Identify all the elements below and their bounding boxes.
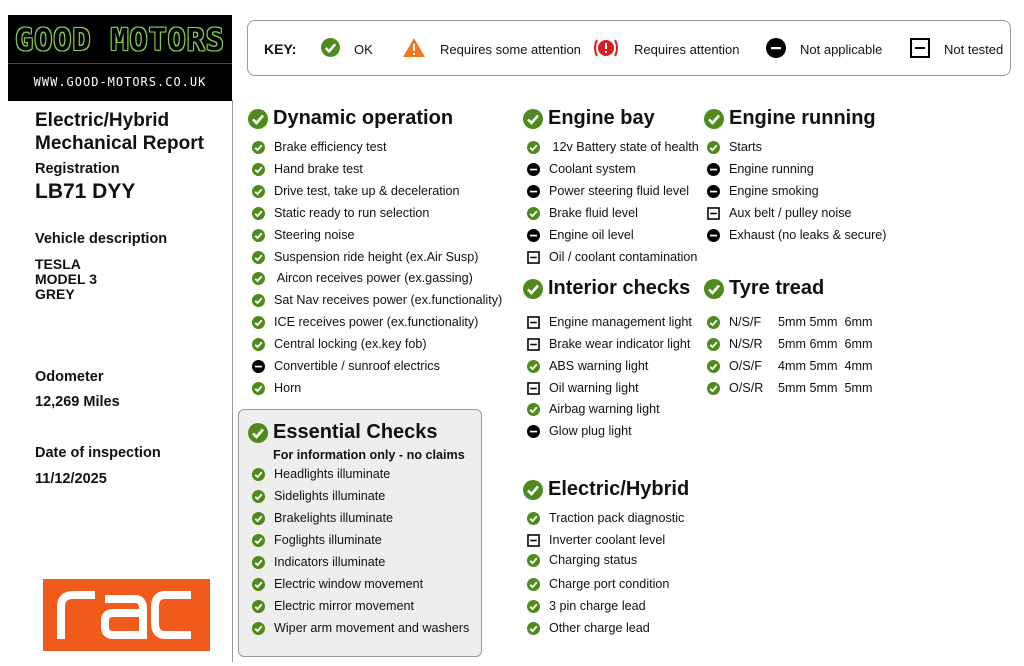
check-row: Indicators illuminate bbox=[252, 553, 385, 571]
minus-square-icon bbox=[527, 316, 540, 329]
check-icon bbox=[252, 490, 265, 503]
check-icon bbox=[527, 207, 540, 220]
check-row: Other charge lead bbox=[527, 619, 650, 637]
check-icon bbox=[252, 600, 265, 613]
check-icon bbox=[252, 141, 265, 154]
key-attention: Requires attention bbox=[592, 21, 740, 77]
section-header-interior: Interior checks bbox=[523, 277, 690, 300]
tyre-row: O/S/F bbox=[707, 357, 762, 375]
check-row: Power steering fluid level bbox=[527, 182, 689, 200]
vehicle-description: TESLA MODEL 3 GREY bbox=[35, 256, 97, 302]
check-row: ABS warning light bbox=[527, 357, 648, 375]
check-row: 12v Battery state of health bbox=[527, 138, 699, 156]
check-row: Suspension ride height (ex.Air Susp) bbox=[252, 248, 478, 266]
check-row: Convertible / sunroof electrics bbox=[252, 357, 440, 375]
check-icon bbox=[252, 229, 265, 242]
check-icon bbox=[707, 316, 720, 329]
minus-square-icon bbox=[527, 251, 540, 264]
tyre-depths: 5mm 5mm 6mm bbox=[778, 315, 873, 329]
check-row: Hand brake test bbox=[252, 160, 363, 178]
tyre-row: N/S/R bbox=[707, 335, 763, 353]
minus-circle-icon bbox=[707, 229, 720, 242]
section-header-tyre: Tyre tread bbox=[704, 277, 824, 300]
check-row: Traction pack diagnostic bbox=[527, 509, 684, 527]
check-row: Glow plug light bbox=[527, 422, 632, 440]
tyre-row: O/S/R bbox=[707, 379, 763, 397]
check-icon bbox=[707, 360, 720, 373]
check-row: Brake wear indicator light bbox=[527, 335, 690, 353]
minus-square-icon bbox=[527, 338, 540, 351]
key-not-tested: Not tested bbox=[910, 21, 1003, 77]
check-icon bbox=[252, 316, 265, 329]
registration-label: Registration bbox=[35, 161, 120, 177]
section-header-engine-bay: Engine bay bbox=[523, 107, 655, 130]
check-row: Starts bbox=[707, 138, 762, 156]
check-icon bbox=[252, 294, 265, 307]
minus-circle-icon bbox=[527, 163, 540, 176]
check-row: Central locking (ex.key fob) bbox=[252, 335, 427, 353]
section-header-engine-running: Engine running bbox=[704, 107, 876, 130]
check-icon bbox=[527, 512, 540, 525]
check-icon bbox=[252, 556, 265, 569]
check-icon bbox=[252, 163, 265, 176]
check-icon bbox=[523, 279, 543, 299]
check-row: Airbag warning light bbox=[527, 400, 660, 418]
minus-square-icon bbox=[527, 382, 540, 395]
check-row: Static ready to run selection bbox=[252, 204, 429, 222]
alert-icon bbox=[592, 37, 634, 62]
check-icon bbox=[704, 279, 724, 299]
check-icon bbox=[248, 423, 268, 443]
section-header-electric: Electric/Hybrid bbox=[523, 478, 689, 501]
check-icon bbox=[523, 109, 543, 129]
tyre-depths: 5mm 6mm 6mm bbox=[778, 337, 873, 351]
key-legend bbox=[247, 20, 1011, 76]
check-row: Sat Nav receives power (ex.functionality) bbox=[252, 291, 502, 309]
check-row: Steering noise bbox=[252, 226, 355, 244]
check-row: Inverter coolant level bbox=[527, 531, 665, 549]
vehicle-description-label: Vehicle description bbox=[35, 231, 168, 247]
check-row: Charge port condition bbox=[527, 575, 669, 593]
check-row: Sidelights illuminate bbox=[252, 487, 385, 505]
check-row: Coolant system bbox=[527, 160, 636, 178]
check-row: Engine oil level bbox=[527, 226, 634, 244]
check-row: Engine smoking bbox=[707, 182, 819, 200]
minus-square-icon bbox=[707, 207, 720, 220]
check-row: Brake fluid level bbox=[527, 204, 638, 222]
check-row: Oil warning light bbox=[527, 379, 639, 397]
section-header-dynamic: Dynamic operation bbox=[248, 107, 453, 130]
check-row: Engine management light bbox=[527, 313, 692, 331]
rac-logo bbox=[43, 579, 210, 651]
essential-subtitle: For information only - no claims bbox=[273, 448, 465, 462]
logo-url: WWW.GOOD-MOTORS.CO.UK bbox=[33, 75, 207, 89]
check-row: Exhaust (no leaks & secure) bbox=[707, 226, 887, 244]
check-row: Aircon receives power (ex.gassing) bbox=[252, 269, 473, 287]
section-header-essential: Essential Checks bbox=[248, 421, 438, 444]
odometer-value: 12,269 Miles bbox=[35, 394, 120, 410]
check-icon bbox=[252, 468, 265, 481]
check-icon bbox=[252, 272, 265, 285]
logo-name: GOOD MOTORS bbox=[15, 23, 225, 58]
check-icon bbox=[707, 141, 720, 154]
check-icon bbox=[252, 622, 265, 635]
check-icon bbox=[252, 534, 265, 547]
check-icon bbox=[527, 622, 540, 635]
check-row: Brakelights illuminate bbox=[252, 509, 393, 527]
report-title: Electric/Hybrid Mechanical Report bbox=[35, 110, 204, 154]
check-icon bbox=[527, 600, 540, 613]
date-value: 11/12/2025 bbox=[35, 471, 107, 487]
key-some-attention: Requires some attention bbox=[402, 21, 581, 77]
check-row: ICE receives power (ex.functionality) bbox=[252, 313, 478, 331]
minus-circle-icon bbox=[252, 360, 265, 373]
minus-square-icon bbox=[527, 534, 540, 547]
key-title: KEY: bbox=[264, 41, 297, 57]
key-not-applicable: Not applicable bbox=[766, 21, 882, 77]
check-row: Drive test, take up & deceleration bbox=[252, 182, 460, 200]
check-row: Brake efficiency test bbox=[252, 138, 386, 156]
check-row: Horn bbox=[252, 379, 301, 397]
check-row: Electric window movement bbox=[252, 575, 423, 593]
check-icon bbox=[707, 382, 720, 395]
minus-circle-icon bbox=[707, 185, 720, 198]
key-ok: OK bbox=[321, 21, 373, 77]
check-row: Wiper arm movement and washers bbox=[252, 619, 469, 637]
minus-circle-icon bbox=[707, 163, 720, 176]
check-icon bbox=[527, 578, 540, 591]
tyre-depths: 4mm 5mm 4mm bbox=[778, 359, 873, 373]
sidebar-divider bbox=[232, 100, 233, 662]
good-motors-logo bbox=[8, 15, 232, 101]
minus-circle-icon bbox=[527, 229, 540, 242]
odometer-label: Odometer bbox=[35, 369, 104, 385]
minus-square-icon bbox=[910, 38, 944, 61]
check-icon bbox=[527, 554, 540, 567]
check-icon bbox=[252, 251, 265, 264]
warning-triangle-icon bbox=[402, 37, 440, 61]
check-icon bbox=[523, 480, 543, 500]
check-row: Electric mirror movement bbox=[252, 597, 414, 615]
check-icon bbox=[252, 338, 265, 351]
check-row: Headlights illuminate bbox=[252, 465, 390, 483]
check-icon bbox=[527, 141, 540, 154]
check-icon bbox=[252, 512, 265, 525]
tyre-row: N/S/F bbox=[707, 313, 761, 331]
check-icon bbox=[704, 109, 724, 129]
check-row: Foglights illuminate bbox=[252, 531, 382, 549]
logo-divider bbox=[8, 63, 232, 64]
check-icon bbox=[252, 185, 265, 198]
minus-circle-icon bbox=[527, 185, 540, 198]
check-row: Charging status bbox=[527, 551, 637, 569]
check-icon bbox=[707, 338, 720, 351]
tyre-depths: 5mm 5mm 5mm bbox=[778, 381, 873, 395]
check-row: Aux belt / pulley noise bbox=[707, 204, 852, 222]
rac-logo-mark bbox=[43, 579, 210, 651]
check-icon bbox=[527, 360, 540, 373]
minus-circle-icon bbox=[766, 38, 800, 61]
check-icon bbox=[248, 109, 268, 129]
check-row: 3 pin charge lead bbox=[527, 597, 646, 615]
minus-circle-icon bbox=[527, 425, 540, 438]
date-label: Date of inspection bbox=[35, 445, 161, 461]
check-icon bbox=[321, 38, 354, 60]
check-icon bbox=[252, 382, 265, 395]
check-icon bbox=[527, 403, 540, 416]
check-row: Oil / coolant contamination bbox=[527, 248, 697, 266]
check-icon bbox=[252, 207, 265, 220]
registration-value: LB71 DYY bbox=[35, 180, 136, 203]
check-icon bbox=[252, 578, 265, 591]
check-row: Engine running bbox=[707, 160, 814, 178]
